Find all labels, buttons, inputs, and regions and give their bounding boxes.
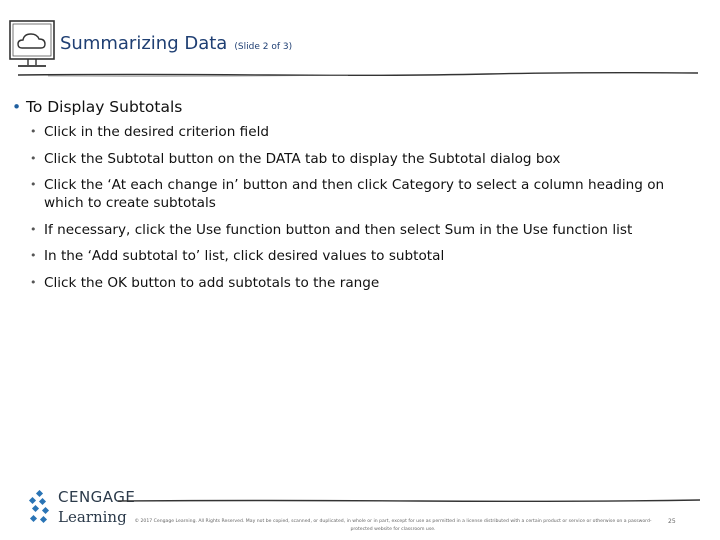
list-item	[12, 221, 704, 239]
list-item	[12, 150, 704, 168]
list-item	[12, 176, 704, 212]
logo-text-top: CENGAGE	[58, 488, 136, 506]
heading-text: To Display Subtotals	[26, 98, 183, 116]
list-item	[12, 274, 704, 292]
logo-text-bottom: Learning	[58, 508, 127, 526]
slide-counter: (Slide 2 of 3)	[234, 42, 293, 52]
heading-bullet	[12, 96, 712, 118]
cloud-monitor-icon	[8, 18, 58, 72]
header-rule	[18, 70, 698, 82]
bullet-dot: •	[30, 222, 37, 236]
bullet-dot: •	[30, 151, 37, 165]
cengage-logo	[28, 486, 138, 530]
copyright-notice: © 2017 Cengage Learning. All Rights Reserved. May not be copied, scanned, or duplicated, in whole or in part, except for use as permitted in a license distributed with a certain product or service or otherwise on a password-protected website for classroom use.	[134, 519, 652, 532]
footer-rule	[118, 496, 700, 506]
bullet-dot: •	[30, 178, 37, 191]
cengage-mark-icon	[28, 490, 54, 526]
list-item-text: If necessary, click the Use function button and then select Sum in the Use function list	[44, 221, 633, 238]
list-item	[12, 247, 704, 265]
list-item-text: In the ‘Add subtotal to’ list, click desired values to subtotal	[44, 248, 445, 264]
page-number: 25	[668, 518, 676, 525]
slide-body	[12, 96, 712, 300]
bullet-dot: •	[30, 275, 37, 289]
bullet-dot: •	[12, 98, 22, 116]
bullet-dot: •	[30, 125, 37, 138]
list-item-text: Click the OK button to add subtotals to the range	[44, 274, 380, 291]
slide-title	[60, 33, 292, 54]
list-item-text: Click the Subtotal button on the DATA tab to display the Subtotal dialog box	[44, 150, 561, 167]
list-item	[12, 123, 704, 141]
list-item-text: Click in the desired criterion field	[44, 124, 269, 140]
list-item-text: Click the ‘At each change in’ button and then click Category to select a column heading on which to create subtotals	[44, 177, 665, 211]
bullet-dot: •	[30, 249, 37, 262]
title-text: Summarizing Data	[60, 33, 228, 54]
